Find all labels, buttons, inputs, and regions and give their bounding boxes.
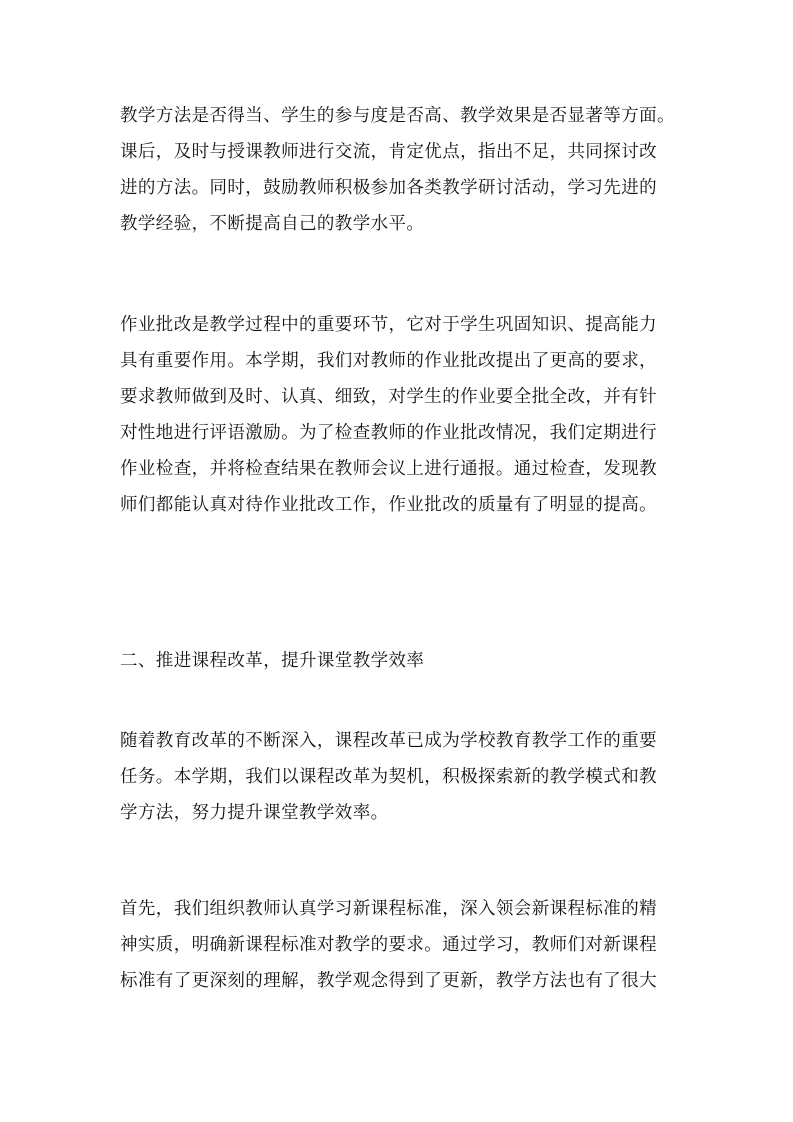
paragraph-line: 教学方法是否得当、学生的参与度是否高、教学效果是否显著等方面。 [120, 106, 675, 126]
paragraph-line: 作业检查，并将检查结果在教师会议上进行通报。通过检查，发现教 [120, 459, 657, 479]
paragraph-line: 作业批改是教学过程中的重要环节，它对于学生巩固知识、提高能力 [120, 315, 657, 335]
paragraph-line: 进的方法。同时，鼓励教师积极参加各类教学研讨活动，学习先进的 [120, 178, 657, 198]
paragraph-line: 具有重要作用。本学期，我们对教师的作业批改提出了更高的要求， [120, 351, 657, 371]
paragraph-line: 课后，及时与授课教师进行交流，肯定优点，指出不足，共同探讨改 [120, 142, 657, 162]
paragraph-line: 任务。本学期，我们以课程改革为契机，积极探索新的教学模式和教 [120, 767, 657, 787]
paragraph-line: 对性地进行评语激励。为了检查教师的作业批改情况，我们定期进行 [120, 423, 657, 443]
paragraph-line: 随着教育改革的不断深入，课程改革已成为学校教育教学工作的重要 [120, 731, 657, 751]
paragraph-classroom-observation [120, 98, 680, 242]
paragraph-homework-correction [120, 307, 680, 523]
paragraph-new-curriculum-standards [120, 891, 680, 999]
paragraph-curriculum-reform [120, 723, 680, 831]
section-heading: 二、推进课程改革，提升课堂教学效率 [120, 651, 425, 671]
paragraph-line: 要求教师做到及时、认真、细致，对学生的作业要全批全改，并有针 [120, 387, 657, 407]
paragraph-line: 首先，我们组织教师认真学习新课程标准，深入领会新课程标准的精 [120, 899, 657, 919]
paragraph-line: 教学经验，不断提高自己的教学水平。 [120, 214, 425, 234]
paragraph-line: 师们都能认真对待作业批改工作，作业批改的质量有了明显的提高。 [120, 495, 657, 515]
paragraph-line: 神实质，明确新课程标准对教学的要求。通过学习，教师们对新课程 [120, 935, 657, 955]
paragraph-line: 学方法，努力提升课堂教学效率。 [120, 803, 389, 823]
paragraph-line: 标准有了更深刻的理解，教学观念得到了更新，教学方法也有了很大 [120, 971, 657, 991]
